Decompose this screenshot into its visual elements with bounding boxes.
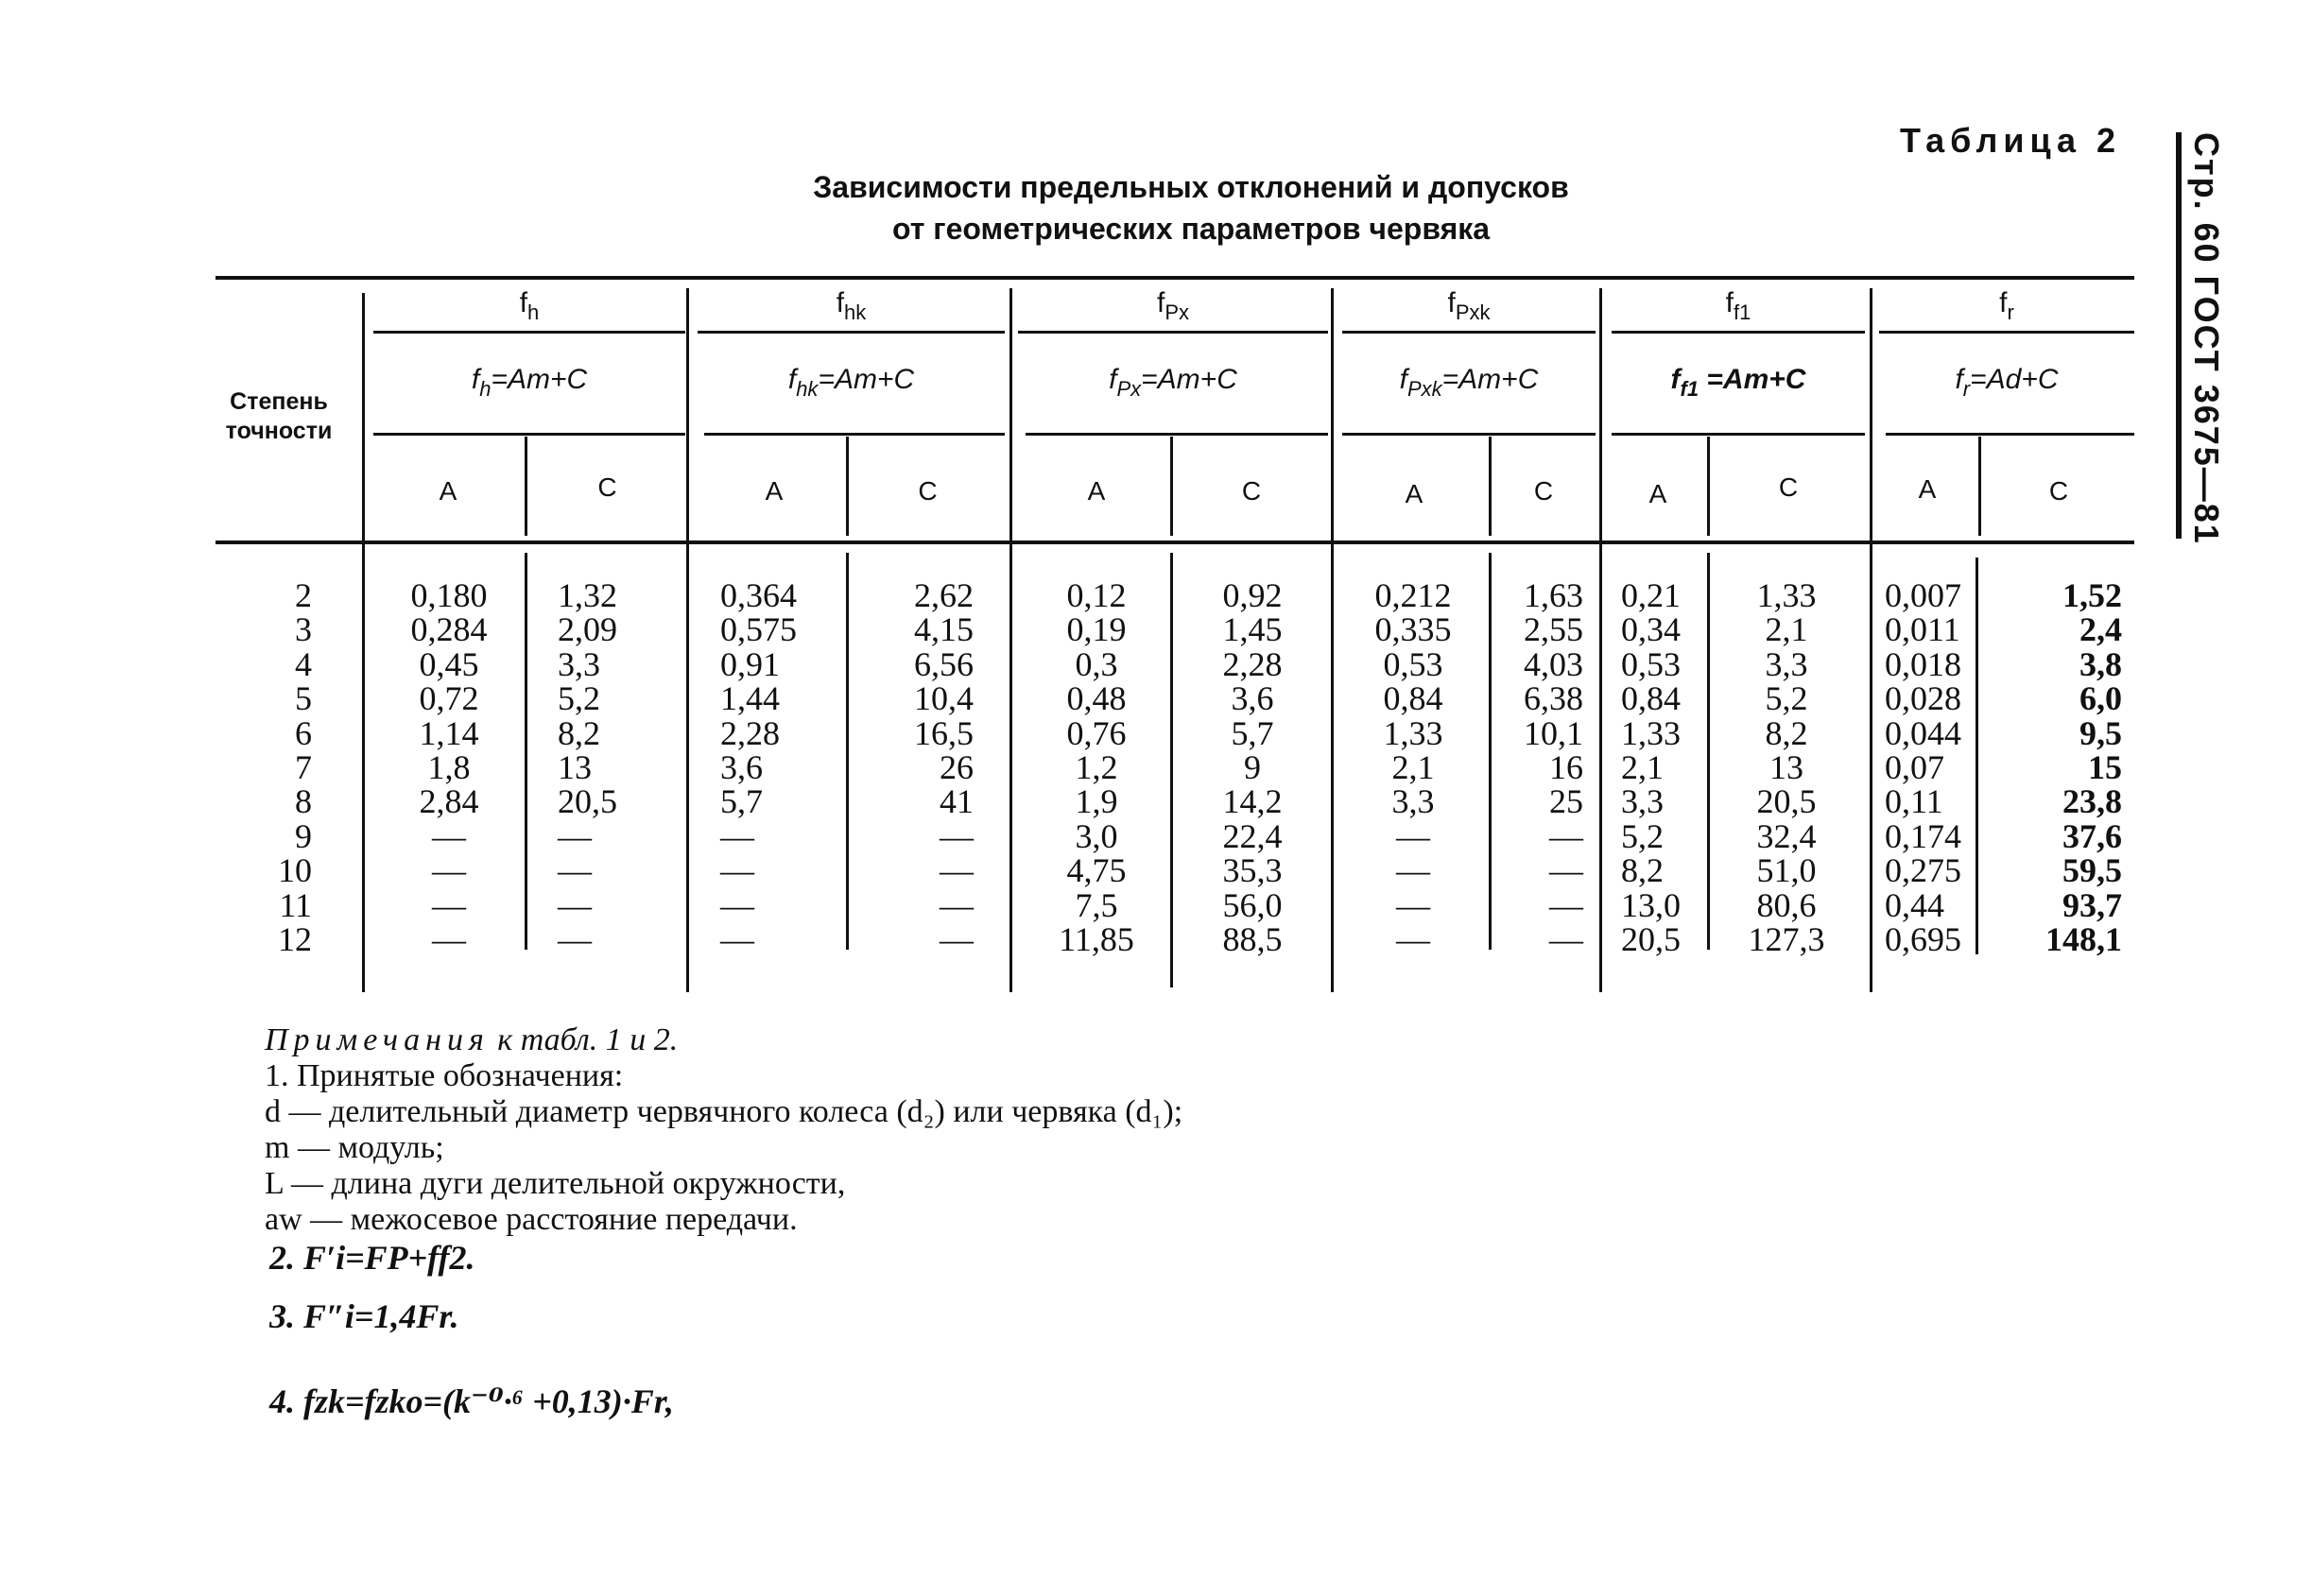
rule [362, 293, 365, 992]
group-symbol: f [1725, 287, 1734, 318]
value-cell: 20,5 [558, 782, 617, 821]
degree-cell: 9 [295, 816, 312, 855]
degree-cell: 2 [295, 576, 312, 614]
value-cell: — [558, 919, 592, 958]
group-symbol: f [1156, 287, 1165, 318]
degree-cell: 6 [295, 713, 312, 752]
value-cell: 8,2 [1765, 713, 1808, 752]
group-subscript: f1 [1733, 300, 1751, 324]
degree-cell: 12 [278, 919, 312, 958]
value-cell: 0,174 [1885, 816, 1961, 855]
note-d: d — делительный диаметр червячного колеса (d₂) или червяка (d₁); [265, 1094, 1183, 1129]
value-cell: 32,4 [1756, 816, 1817, 855]
formula-ff1 [1612, 364, 1865, 402]
value-cell: 0,34 [1621, 610, 1681, 649]
rule [704, 433, 1005, 436]
rule [1978, 437, 1981, 536]
value-cell: 2,1 [1765, 610, 1808, 649]
value-cell: 0,695 [1885, 919, 1961, 958]
note-2: 2. F′i=FP+ff2. [269, 1239, 475, 1277]
fhk-a-column [720, 578, 834, 956]
value-cell: 4,03 [1524, 644, 1583, 683]
formula-fr [1879, 364, 2134, 402]
group-header-fpxk [1342, 287, 1596, 325]
group-subscript: h [527, 300, 540, 324]
formula-fpxk [1342, 364, 1596, 402]
value-cell: 0,011 [1885, 610, 1960, 649]
value-cell: 0,92 [1222, 576, 1283, 614]
group-subscript: r [2007, 300, 2014, 324]
row-header-line-2: точности [225, 418, 333, 444]
formula-expression: =Am+C [818, 364, 915, 395]
value-cell: 11,85 [1059, 919, 1134, 958]
rule [1009, 288, 1012, 992]
value-cell: 0,84 [1383, 679, 1443, 718]
formula-subscript: hk [796, 377, 819, 401]
group-header-fpx [1018, 287, 1328, 325]
value-cell: 1,2 [1075, 747, 1118, 786]
value-cell: 1,63 [1524, 576, 1583, 614]
degree-cell: 11 [279, 885, 312, 924]
formula-fpx [1018, 364, 1328, 402]
rule [686, 288, 689, 992]
value-cell: 51,0 [1756, 851, 1817, 890]
value-cell: — [1549, 851, 1583, 890]
group-header-fr [1879, 287, 2134, 325]
value-cell: 3,3 [1765, 644, 1808, 683]
formula-fhk [698, 364, 1005, 402]
formula-subscript: Pxk [1406, 377, 1442, 401]
fh-a-column [388, 578, 510, 956]
value-cell: 13 [558, 747, 592, 786]
value-cell: 15 [2088, 747, 2122, 786]
col-label-a: A [1918, 474, 1937, 504]
degree-cell: 3 [295, 610, 312, 649]
value-cell: — [940, 851, 974, 890]
value-cell: 0,48 [1066, 679, 1127, 718]
fh-c-column [558, 578, 662, 956]
value-cell: 148,1 [2045, 919, 2122, 958]
col-label-a: A [1648, 479, 1667, 508]
col-label-c: C [1241, 476, 1262, 506]
value-cell: 0,19 [1066, 610, 1127, 649]
value-cell: 1,9 [1075, 782, 1118, 821]
value-cell: 10,1 [1524, 713, 1583, 752]
rule [1342, 331, 1596, 334]
value-cell: 41 [940, 782, 974, 821]
col-label-c: C [597, 472, 617, 502]
value-cell: — [432, 885, 466, 924]
rule [525, 553, 527, 950]
value-cell: — [1396, 851, 1430, 890]
notes-heading-word: Примечания [265, 1022, 490, 1057]
degree-cell: 10 [278, 851, 312, 890]
fpx-a-column [1035, 578, 1158, 956]
value-cell: 2,55 [1524, 610, 1583, 649]
side-divider [2176, 132, 2182, 539]
value-cell: 1,44 [720, 679, 780, 718]
group-header-fhk [698, 287, 1005, 325]
rule [1707, 437, 1710, 536]
formula-expression: =Am+C [1141, 364, 1237, 395]
value-cell: 88,5 [1222, 919, 1283, 958]
value-cell: — [1549, 919, 1583, 958]
value-cell: 1,8 [427, 747, 471, 786]
value-cell: 93,7 [2062, 885, 2122, 924]
value-cell: 3,3 [558, 644, 600, 683]
value-cell: — [940, 816, 974, 855]
rule [1489, 553, 1492, 950]
value-cell: 0,018 [1885, 644, 1961, 683]
value-cell: 5,2 [1765, 679, 1808, 718]
value-cell: 22,4 [1222, 816, 1283, 855]
group-header-ff1 [1612, 287, 1865, 325]
value-cell: 0,3 [1075, 644, 1118, 683]
value-cell: 8,2 [1621, 851, 1664, 890]
degree-column [241, 578, 312, 956]
value-cell: 0,53 [1621, 644, 1681, 683]
table-number: Таблица 2 [1900, 121, 2122, 160]
group-symbol: f [519, 287, 528, 318]
note-4: 4. fzk=fzko=(k⁻⁰·⁶ +0,13)·Fr, [269, 1382, 674, 1420]
value-cell: 0,45 [419, 644, 479, 683]
group-header-fh [373, 287, 685, 325]
value-cell: — [720, 816, 754, 855]
value-cell: 0,575 [720, 610, 797, 649]
row-header [208, 387, 350, 446]
value-cell: 3,3 [1621, 782, 1664, 821]
value-cell: 10,4 [914, 679, 974, 718]
rule [1599, 288, 1602, 992]
formula-symbol: f [1670, 364, 1681, 395]
formula-subscript: f1 [1680, 377, 1699, 401]
value-cell: 0,07 [1885, 747, 1944, 786]
value-cell: 2,4 [2079, 610, 2122, 649]
formula-subscript: h [479, 377, 492, 401]
value-cell: 3,0 [1075, 816, 1118, 855]
value-cell: — [558, 851, 592, 890]
value-cell: — [1396, 919, 1430, 958]
col-label-c: C [918, 476, 938, 506]
rule [1870, 288, 1872, 992]
value-cell: 1,52 [2062, 576, 2122, 614]
col-label-c: C [1778, 472, 1799, 502]
value-cell: 0,364 [720, 576, 797, 614]
value-cell: 0,76 [1066, 713, 1127, 752]
formula-subscript: r [1962, 377, 1971, 401]
value-cell: 14,2 [1222, 782, 1283, 821]
rule [1026, 433, 1328, 436]
value-cell: — [1549, 885, 1583, 924]
value-cell: 0,212 [1374, 576, 1452, 614]
formula-symbol: f [787, 364, 797, 395]
value-cell: — [1396, 885, 1430, 924]
value-cell: — [558, 816, 592, 855]
value-cell: 2,28 [1222, 644, 1283, 683]
value-cell: 0,007 [1885, 576, 1961, 614]
value-cell: — [1396, 816, 1430, 855]
value-cell: 0,335 [1374, 610, 1452, 649]
fr-c-column [2004, 578, 2122, 956]
value-cell: 0,11 [1885, 782, 1943, 821]
group-symbol: f [1999, 287, 2008, 318]
value-cell: — [1549, 816, 1583, 855]
fhk-c-column [879, 578, 974, 956]
value-cell: 3,8 [2079, 644, 2122, 683]
fpx-c-column [1191, 578, 1314, 956]
value-cell: 2,84 [419, 782, 479, 821]
value-cell: 23,8 [2062, 782, 2122, 821]
row-header-line-1: Степень [230, 388, 328, 415]
value-cell: 9,5 [2079, 713, 2122, 752]
degree-cell: 4 [295, 644, 312, 683]
value-cell: 13 [1769, 747, 1803, 786]
value-cell: 0,275 [1885, 851, 1961, 890]
value-cell: 0,12 [1066, 576, 1127, 614]
group-subscript: Pxk [1455, 300, 1491, 324]
rule [1886, 433, 2134, 436]
group-subscript: Px [1165, 300, 1190, 324]
value-cell: 16,5 [914, 713, 974, 752]
value-cell: 20,5 [1756, 782, 1817, 821]
rule [1612, 433, 1865, 436]
formula-symbol: f [1399, 364, 1407, 395]
value-cell: — [558, 885, 592, 924]
formula-subscript: Px [1116, 377, 1142, 401]
rule [846, 553, 849, 950]
value-cell: 5,7 [720, 782, 763, 821]
value-cell: 4,15 [914, 610, 974, 649]
value-cell: 8,2 [558, 713, 600, 752]
fr-a-column [1885, 578, 1977, 956]
rule [698, 331, 1005, 334]
fpxk-c-column [1498, 578, 1583, 956]
value-cell: 0,180 [410, 576, 488, 614]
rule [1170, 437, 1173, 536]
value-cell: 25 [1549, 782, 1583, 821]
col-label-c: C [2048, 476, 2069, 506]
value-cell: — [940, 919, 974, 958]
group-subscript: hk [844, 300, 867, 324]
formula-expression: =Ad+C [1970, 364, 2059, 395]
value-cell: 0,028 [1885, 679, 1961, 718]
degree-cell: 8 [295, 782, 312, 821]
value-cell: 1,14 [419, 713, 479, 752]
formula-symbol: f [1109, 364, 1117, 395]
value-cell: 0,44 [1885, 885, 1944, 924]
value-cell: 2,09 [558, 610, 617, 649]
rule [1331, 288, 1334, 992]
value-cell: 3,6 [720, 747, 763, 786]
formula-expression: =Am+C [491, 364, 588, 395]
ff1-c-column [1716, 578, 1857, 956]
notes-block [265, 1022, 1182, 1238]
note-m: m — модуль; [265, 1130, 444, 1165]
value-cell: — [940, 885, 974, 924]
formula-expression: =Am+C [1699, 364, 1806, 395]
value-cell: 2,1 [1621, 747, 1664, 786]
value-cell: 37,6 [2062, 816, 2122, 855]
value-cell: 9 [1244, 747, 1261, 786]
formula-expression: =Am+C [1441, 364, 1539, 395]
notes-heading-rest: к табл. 1 и 2. [489, 1022, 679, 1057]
degree-cell: 7 [295, 747, 312, 786]
value-cell: 0,284 [410, 610, 488, 649]
value-cell: — [720, 885, 754, 924]
value-cell: 4,75 [1066, 851, 1127, 890]
value-cell: 0,72 [419, 679, 479, 718]
rule [846, 437, 849, 536]
value-cell: 1,33 [1383, 713, 1443, 752]
col-label-a: A [765, 476, 784, 506]
formula-symbol: f [1955, 364, 1963, 395]
value-cell: 80,6 [1756, 885, 1817, 924]
rule [525, 437, 527, 536]
value-cell: 127,3 [1748, 919, 1825, 958]
value-cell: 13,0 [1621, 885, 1681, 924]
group-symbol: f [1447, 287, 1456, 318]
col-label-a: A [439, 476, 457, 506]
value-cell: 5,7 [1231, 713, 1274, 752]
value-cell: 3,3 [1391, 782, 1435, 821]
value-cell: — [432, 816, 466, 855]
formula-fh [373, 364, 685, 402]
value-cell: 5,2 [1621, 816, 1664, 855]
value-cell: 0,53 [1383, 644, 1443, 683]
value-cell: — [432, 851, 466, 890]
value-cell: 20,5 [1621, 919, 1681, 958]
value-cell: 7,5 [1075, 885, 1118, 924]
rule [373, 433, 685, 436]
table-top-rule [216, 276, 2134, 280]
rule [1018, 331, 1328, 334]
notes-heading [265, 1022, 1182, 1058]
value-cell: 0,91 [720, 644, 780, 683]
note-1: 1. Принятые обозначения: [265, 1058, 624, 1093]
table-title-line-2: от геометрических параметров червяка [891, 212, 1491, 246]
value-cell: — [720, 919, 754, 958]
value-cell: 56,0 [1222, 885, 1283, 924]
value-cell: 2,28 [720, 713, 780, 752]
value-cell: 26 [940, 747, 974, 786]
rule [1879, 331, 2134, 334]
note-l: L — длина дуги делительной окружности, [265, 1166, 846, 1201]
value-cell: 1,45 [1222, 610, 1283, 649]
col-label-c: C [1533, 476, 1554, 506]
group-symbol: f [836, 287, 845, 318]
value-cell: 2,62 [914, 576, 974, 614]
value-cell: 59,5 [2062, 851, 2122, 890]
value-cell: 2,1 [1391, 747, 1435, 786]
table-header-rule [216, 541, 2134, 544]
degree-cell: 5 [295, 679, 312, 718]
fpxk-a-column [1347, 578, 1479, 956]
note-aw: aw — межосевое расстояние передачи. [265, 1202, 798, 1237]
value-cell: 1,32 [558, 576, 617, 614]
formula-symbol: f [471, 364, 480, 395]
value-cell: 0,21 [1621, 576, 1681, 614]
note-3: 3. F″i=1,4Fr. [269, 1297, 459, 1335]
value-cell: 16 [1549, 747, 1583, 786]
rule [1170, 553, 1173, 987]
value-cell: 6,38 [1524, 679, 1583, 718]
col-label-a: A [1087, 476, 1106, 506]
value-cell: 35,3 [1222, 851, 1283, 890]
value-cell: 0,84 [1621, 679, 1681, 718]
value-cell: 1,33 [1621, 713, 1681, 752]
ff1-a-column [1621, 578, 1706, 956]
rule [1342, 433, 1596, 436]
page-reference: Стр. 60 ГОСТ 3675—81 [2187, 132, 2226, 545]
rule [1707, 553, 1710, 950]
rule [1612, 331, 1865, 334]
value-cell: 0,044 [1885, 713, 1961, 752]
value-cell: — [432, 919, 466, 958]
value-cell: 5,2 [558, 679, 600, 718]
col-label-a: A [1405, 479, 1423, 508]
rule [373, 331, 685, 334]
value-cell: 3,6 [1231, 679, 1274, 718]
value-cell: — [720, 851, 754, 890]
rule [1489, 437, 1492, 536]
table-title-line-1: Зависимости предельных отклонений и допусков [813, 170, 1569, 204]
value-cell: 6,56 [914, 644, 974, 683]
value-cell: 1,33 [1756, 576, 1817, 614]
value-cell: 6,0 [2079, 679, 2122, 718]
